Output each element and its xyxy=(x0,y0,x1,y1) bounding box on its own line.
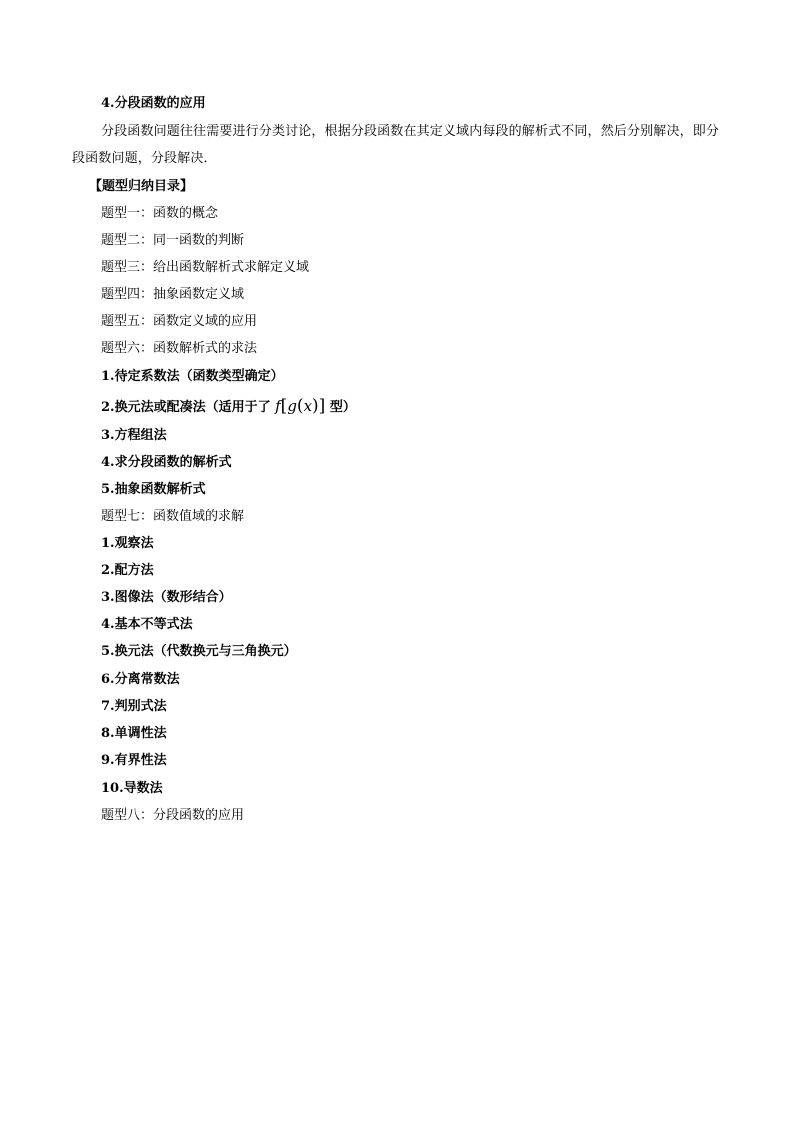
catalog-item-12: 题型七：函数值域的求解 xyxy=(101,509,245,524)
catalog-item-11: 5.抽象函数解析式 xyxy=(101,482,206,497)
catalog-item-20: 8.单调性法 xyxy=(101,726,167,741)
catalog-item-7: 1.待定系数法（函数类型确定） xyxy=(101,369,284,384)
catalog-item-8 xyxy=(101,397,356,417)
formula-f-of-g-of-x: f[g(x)] xyxy=(275,396,326,416)
catalog-item-9: 3.方程组法 xyxy=(101,428,167,443)
catalog-item-8-text: 2.换元法或配凑法（适用于了 xyxy=(101,400,271,415)
section-heading: 4.分段函数的应用 xyxy=(101,96,206,111)
catalog-item-4: 题型四：抽象函数定义域 xyxy=(101,287,245,302)
catalog-item-13: 1.观察法 xyxy=(101,536,154,551)
section-paragraph: 分段函数问题往往需要进行分类讨论，根据分段函数在其定义域内每段的解析式不同，然后分别解决，即分段函数问题，分段解决． xyxy=(72,124,720,166)
catalog-item-8-suffix: 型） xyxy=(329,400,356,415)
catalog-item-15: 3.图像法（数形结合） xyxy=(101,590,232,605)
catalog-item-14: 2.配方法 xyxy=(101,563,154,578)
catalog-item-2: 题型二：同一函数的判断 xyxy=(101,233,245,248)
catalog-item-10: 4.求分段函数的解析式 xyxy=(101,455,232,470)
catalog-item-6: 题型六：函数解析式的求法 xyxy=(101,341,258,356)
catalog-item-3: 题型三：给出函数解析式求解定义域 xyxy=(101,260,310,275)
catalog-item-21: 9.有界性法 xyxy=(101,753,167,768)
catalog-item-22: 10.导数法 xyxy=(101,781,163,796)
catalog-title: 【题型归纳目录】 xyxy=(89,179,194,194)
catalog-item-19: 7.判别式法 xyxy=(101,699,167,714)
catalog-item-23: 题型八：分段函数的应用 xyxy=(101,808,245,823)
catalog-item-18: 6.分离常数法 xyxy=(101,672,180,687)
catalog-item-5: 题型五：函数定义域的应用 xyxy=(101,314,258,329)
catalog-item-16: 4.基本不等式法 xyxy=(101,617,193,632)
catalog-item-17: 5.换元法（代数换元与三角换元） xyxy=(101,644,297,659)
catalog-item-1: 题型一：函数的概念 xyxy=(101,206,219,221)
